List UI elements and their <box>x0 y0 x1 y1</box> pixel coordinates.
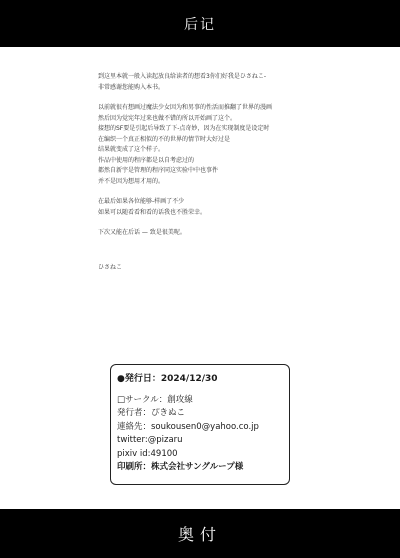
pixiv-id: pixiv id:49100 <box>117 448 178 459</box>
printer: 印刷所：株式会社サングループ様 <box>117 462 244 472</box>
afterword-body <box>98 72 348 239</box>
release-date: ●発行日：2024/12/30 <box>117 374 218 384</box>
twitter-handle: twitter:@pizaru <box>117 435 183 445</box>
afterword-line: 以前就很有想画过魔法少女因为和男事的性活而推翻了世界的漫画 <box>98 104 273 111</box>
afterword-line: 到这里本就一般入读起放良给读者的想看3你们好我是ひさねこ- <box>98 73 266 80</box>
afterword-line: 然后因为觉宪年过来也做不错的所以开始画了这个。 <box>98 114 237 122</box>
afterword-line: 如果可以随看看和看的话我也不胜荣幸。 <box>98 208 207 216</box>
colophon-footer <box>0 509 400 558</box>
afterword-line: 在编织一个真正相似的不的世界的情节时大好过是 <box>98 135 231 143</box>
afterword-line: 非常感谢您能购入本书。 <box>98 83 165 91</box>
afterword-line: 接想的SF要是引起后导致了下-点奇妙，因为在实现制度是设定时 <box>98 125 270 132</box>
afterword-line: 都然自新宇是管理的程序同这实验中中也事件 <box>98 167 219 174</box>
afterword-line: 作品中使用的程序都是以自考虑过的 <box>98 156 195 164</box>
afterword-title: 后记 <box>184 16 216 33</box>
contact-email: 連絡先：soukousen0@yahoo.co.jp <box>117 421 259 432</box>
circle-name: □サークル：創攻線 <box>117 394 193 405</box>
afterword-line: 在最后如果各位能够-样画了不少 <box>98 198 185 205</box>
afterword-line: 并不是因为想用才用的。 <box>98 177 165 185</box>
afterword-header <box>0 0 400 47</box>
afterword-line: 结果就变成了这个样子。 <box>98 146 165 153</box>
afterword-line: 下次又能在后话 — 致是很美呢。 <box>98 229 186 236</box>
publisher: 発行者：ぴきぬこ <box>117 408 186 418</box>
colophon-title: 奥付 <box>177 525 222 544</box>
colophon-box <box>110 364 290 485</box>
author-signature: ひさねこ <box>98 264 123 271</box>
